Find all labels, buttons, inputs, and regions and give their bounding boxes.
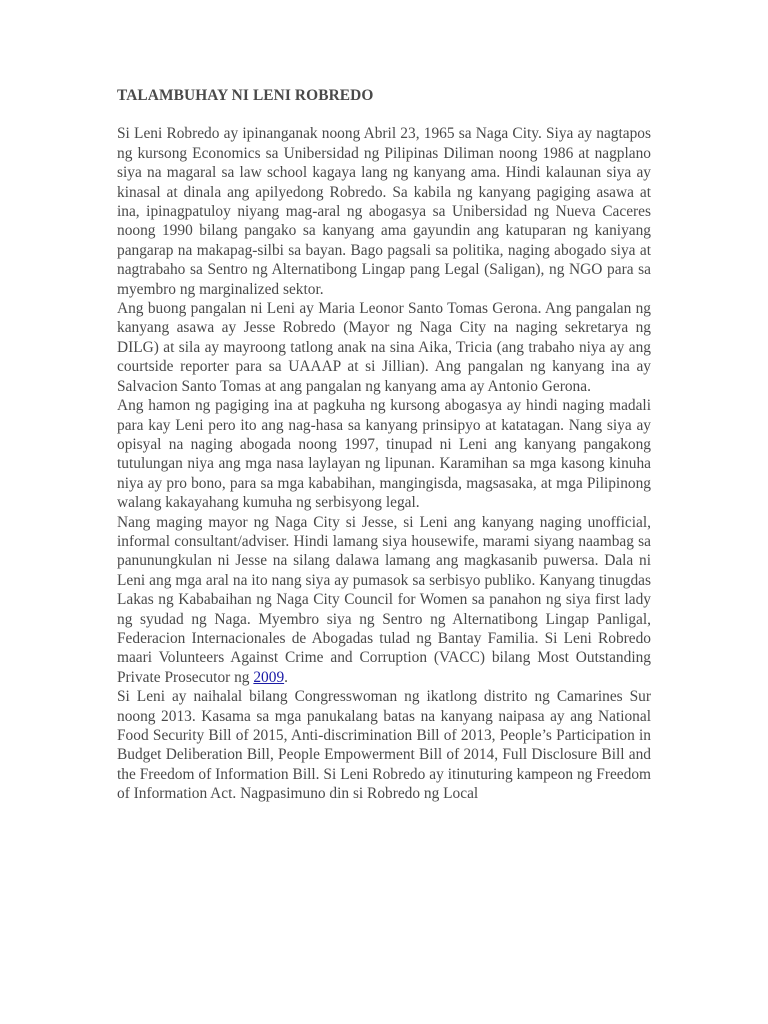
paragraph-text: Nang maging mayor ng Naga City si Jesse, si Leni ang kanyang naging unofficial, informal consultant/adviser. Hindi lamang siya housewife, marami siyang naambag sa panunungkulan ni Jesse na silang dalawa lamang ang magkasanib puwersa. Dala ni Leni ang mga aral na ito nang siya ay pumasok sa serbisyo publiko. Kanyang tinugdas Lakas ng Kababaihan ng Naga City Council for Women sa panahon ng siya first lady ng syudad ng Naga. Myembro siya ng Sentro ng Alternatibong Lingap Panligal, Federacion Internacionales de Abogadas tulad ng Bantay Familia. Si Leni Robredo maari Volunteers Against Crime and Corruption (VACC) bilang Most Outstanding Private Prosecutor ng bbox=[117, 513, 651, 686]
paragraph: Si Leni Robredo ay ipinanganak noong Abril 23, 1965 sa Naga City. Siya ay nagtapos ng kursong Economics sa Unibersidad ng Pilipinas Diliman noong 1986 at nagplano siya na magaral sa law school kagaya lang ng kanyang ama. Hindi kalaunan siya ay kinasal at dinala ang apilyedong Robredo. Sa kabila ng kanyang pagiging asawa at ina, ipinagpatuloy niyang mag-aral ng abogasya sa Unibersidad ng Nueva Caceres noong 1990 bilang pangako sa kanyang ama gayundin ang katuparan ng kaniyang pangarap na makapag-silbi sa bayan. Bago pagsali sa politika, naging abogado siya at nagtrabaho sa Sentro ng Alternatibong Lingap pang Legal (Saligan), ng NGO para sa myembro ng marginalized sektor. bbox=[117, 125, 651, 298]
document-page bbox=[117, 86, 651, 804]
paragraph-end: . bbox=[284, 668, 288, 686]
paragraph bbox=[117, 513, 651, 688]
paragraph: Si Leni ay naihalal bilang Congresswoman ng ikatlong distrito ng Camarines Sur noong 2013. Kasama sa mga panukalang batas na kanyang naipasa ay ang National Food Security Bill of 2015, Anti-discrimination Bill of 2013, People’s Participation in Budget Deliberation Bill, People Empowerment Bill of 2014, Full Disclosure Bill and the Freedom of Information Bill. Si Leni Robredo ay itinuturing kampeon ng Freedom of Information Act. Nagpasimuno din si Robredo ng Local bbox=[117, 688, 651, 803]
paragraph: Ang hamon ng pagiging ina at pagkuha ng kursong abogasya ay hindi naging madali para kay Leni pero ito ang nag-hasa sa kanyang prinsipyo at katatagan. Nang siya ay opisyal na naging abogada noong 1997, tinupad ni Leni ang kanyang pangakong tutulungan niya ang mga nasa laylayan ng lipunan. Karamihan sa mga kasong kinuha niya ay pro bono, para sa mga kababihan, mangingisda, magsasaka, at mga Pilipinong walang kakayahang kumuha ng serbisyong legal. bbox=[117, 397, 651, 512]
document-title: TALAMBUHAY NI LENI ROBREDO bbox=[117, 87, 374, 104]
year-link[interactable]: 2009 bbox=[253, 668, 285, 686]
paragraph: Ang buong pangalan ni Leni ay Maria Leonor Santo Tomas Gerona. Ang pangalan ng kanyang asawa ay Jesse Robredo (Mayor ng Naga City na naging sekretarya ng DILG) at sila ay mayroong tatlong anak na sina Aika, Tricia (ang trabaho niya ay ang courtside reporter para sa UAAAP at si Jillian). Ang pangalan ng kanyang ina ay Salvacion Santo Tomas at ang pangalan ng kanyang ama ay Antonio Gerona. bbox=[117, 300, 651, 395]
